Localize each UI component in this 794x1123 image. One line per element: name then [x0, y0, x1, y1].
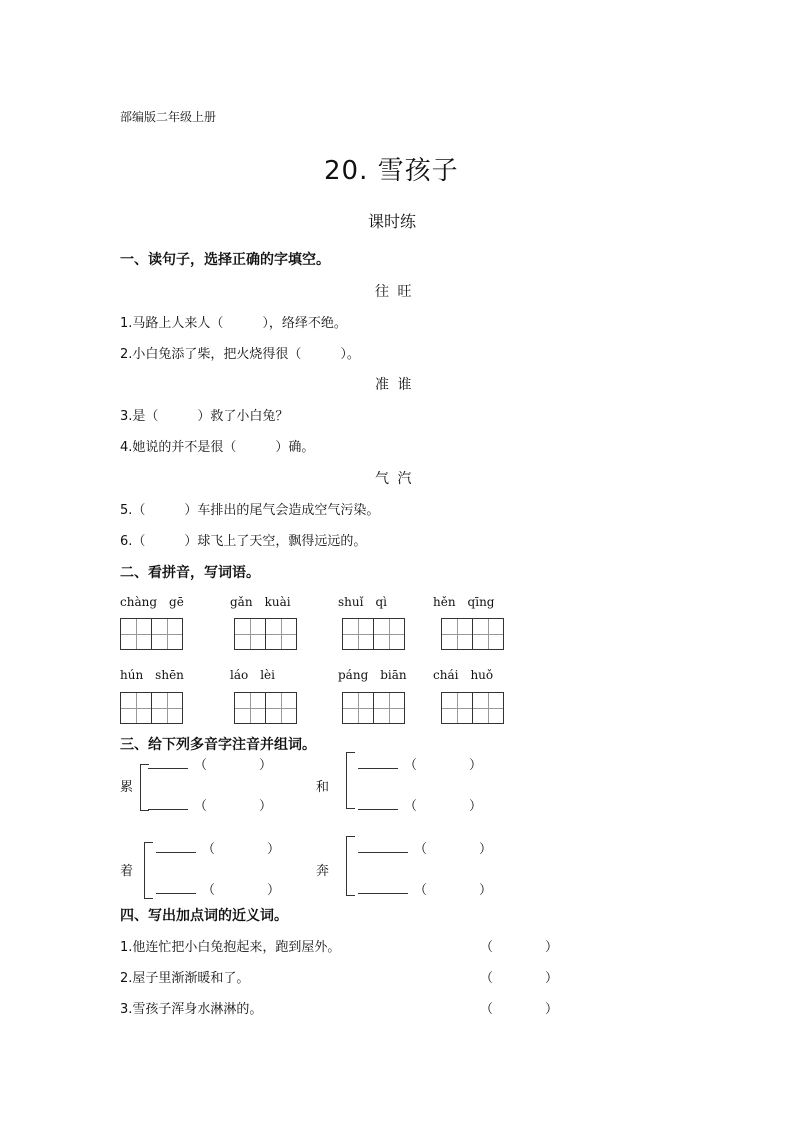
answer-blank[interactable]: （ ）: [480, 940, 559, 955]
brace: [346, 836, 355, 896]
choice-group-2: 准 谁: [375, 377, 414, 393]
question-5: 5.（ ）车排出的尾气会造成空气污染。: [120, 503, 380, 518]
synonym-question-2: 2.屋子里渐渐暖和了。: [120, 971, 250, 986]
section2-heading: 二、看拼音，写词语。: [120, 565, 260, 581]
polyphone-entry[interactable]: （ ）: [156, 838, 280, 857]
writing-grid[interactable]: [120, 618, 183, 650]
lesson-subtitle: 课时练: [368, 212, 417, 231]
writing-grid[interactable]: [234, 618, 297, 650]
question-4: 4.她说的并不是很（ ）确。: [120, 440, 315, 455]
section1-heading: 一、读句子，选择正确的字填空。: [120, 252, 330, 268]
pinyin-label: páng biān: [338, 668, 407, 682]
brace: [346, 752, 355, 809]
section4-heading: 四、写出加点词的近义词。: [120, 908, 288, 924]
writing-grid[interactable]: [120, 692, 183, 724]
question-1: 1.马路上人来人（ ），络绎不绝。: [120, 316, 347, 331]
answer-blank[interactable]: （ ）: [480, 1002, 559, 1017]
synonym-question-1: 1.他连忙把小白兔抱起来，跑到屋外。: [120, 940, 341, 955]
choice-group-3: 气 汽: [375, 471, 414, 487]
pinyin-label: láo lèi: [230, 668, 275, 682]
pinyin-label: shuǐ qì: [338, 595, 387, 609]
polyphone-entry[interactable]: （ ）: [148, 754, 272, 773]
writing-grid[interactable]: [342, 618, 405, 650]
pinyin-label: chái huǒ: [433, 668, 494, 682]
pinyin-label: chàng gē: [120, 595, 184, 609]
polyphone-entry[interactable]: （ ）: [358, 838, 492, 857]
question-3: 3.是（ ）救了小白兔？: [120, 409, 289, 424]
writing-grid[interactable]: [441, 618, 504, 650]
pinyin-label: gǎn kuài: [230, 595, 291, 609]
edition-label: 部编版二年级上册: [120, 110, 217, 124]
polyphone-entry[interactable]: （ ）: [156, 879, 280, 898]
answer-blank[interactable]: （ ）: [480, 971, 559, 986]
polyphone-entry[interactable]: （ ）: [358, 879, 492, 898]
polyphone-entry[interactable]: （ ）: [358, 754, 482, 773]
question-2: 2.小白兔添了柴，把火烧得很（ ）。: [120, 347, 360, 362]
polyphone-char: 和: [316, 780, 330, 795]
pinyin-label: hún shēn: [120, 668, 184, 682]
polyphone-char: 着: [120, 864, 134, 879]
writing-grid[interactable]: [441, 692, 504, 724]
lesson-title: 20. 雪孩子: [324, 156, 459, 186]
writing-grid[interactable]: [234, 692, 297, 724]
brace: [144, 842, 153, 899]
synonym-question-3: 3.雪孩子浑身水淋淋的。: [120, 1002, 263, 1017]
polyphone-char: 累: [120, 780, 134, 795]
section3-heading: 三、给下列多音字注音并组词。: [120, 737, 316, 753]
polyphone-entry[interactable]: （ ）: [148, 795, 272, 814]
pinyin-label: hěn qīng: [433, 595, 495, 609]
writing-grid[interactable]: [342, 692, 405, 724]
choice-group-1: 往 旺: [375, 284, 414, 300]
polyphone-char: 奔: [316, 864, 330, 879]
question-6: 6.（ ）球飞上了天空，飘得远远的。: [120, 534, 367, 549]
polyphone-entry[interactable]: （ ）: [358, 795, 482, 814]
